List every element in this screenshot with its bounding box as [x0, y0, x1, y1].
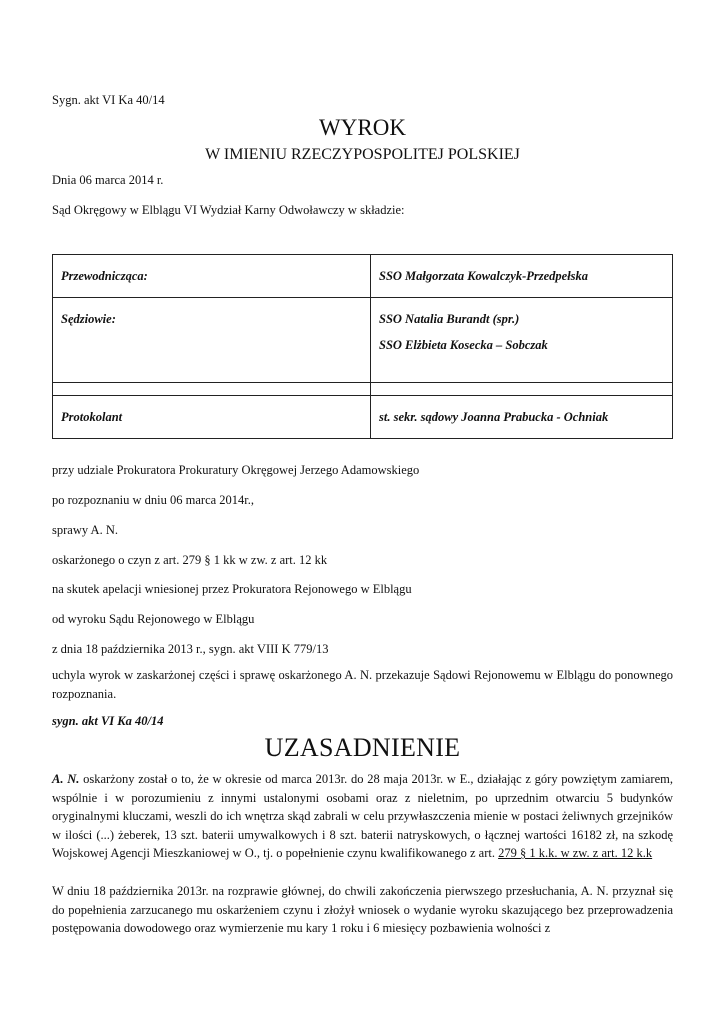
- justification-title: UZASADNIENIE: [264, 733, 461, 762]
- table-row: [53, 255, 673, 298]
- appeal-line: na skutek apelacji wniesionej przez Prokuratora Rejonowego w Elblągu: [52, 582, 412, 596]
- judges-cell: [371, 298, 673, 383]
- chair-label: Przewodnicząca:: [53, 255, 371, 298]
- ruling-decision: uchyla wyrok w zaskarżonej części i sprawę oskarżonego A. N. przekazuje Sądowi Rejonowemu w Elblągu do ponownego rozpoznania.: [52, 668, 673, 701]
- case-of-line: sprawy A. N.: [52, 523, 118, 537]
- document-subtitle: W IMIENIU RZECZYPOSPOLITEJ POLSKIEJ: [205, 146, 520, 163]
- lower-court-line: od wyroku Sądu Rejonowego w Elblągu: [52, 612, 255, 626]
- legal-citation-link[interactable]: 279 § 1 k.k. w zw. z art. 12 k.k: [498, 846, 653, 860]
- prosecutor-line: przy udziale Prokuratora Prokuratury Okręgowej Jerzego Adamowskiego: [52, 463, 420, 477]
- chair-name: SSO Małgorzata Kowalczyk-Przedpełska: [371, 255, 673, 298]
- justification-paragraph-2: W dniu 18 października 2013r. na rozprawie głównej, do chwili zakończenia pierwszego przesłuchania, A. N. przyznał się do popełnienia zarzucanego mu oskarżeniem czynu i złożył wniosek o wydanie wyroku skazującego bez przeprowadzenia postępowania dowodowego oraz wymierzenie mu kary 1 roku i 6 miesięcy pozbawienia wolności z: [52, 884, 673, 935]
- justification-paragraph-1: [52, 770, 673, 863]
- empty-cell: [53, 383, 371, 396]
- table-row: [53, 396, 673, 439]
- document-title: WYROK: [319, 115, 406, 140]
- clerk-label: Protokolant: [53, 396, 371, 439]
- lower-judgment-line: z dnia 18 października 2013 r., sygn. akt VIII K 779/13: [52, 642, 329, 656]
- judgment-date: Dnia 06 marca 2014 r.: [52, 173, 164, 187]
- empty-cell: [371, 383, 673, 396]
- court-composition-intro: Sąd Okręgowy w Elblągu VI Wydział Karny Odwoławczy w składzie:: [52, 203, 405, 217]
- justification-case-number: sygn. akt VI Ka 40/14: [52, 714, 164, 728]
- judge-name: SSO Elżbieta Kosecka – Sobczak: [379, 338, 548, 352]
- table-row-spacer: [53, 383, 673, 396]
- clerk-name: st. sekr. sądowy Joanna Prabucka - Ochniak: [371, 396, 673, 439]
- case-number: Sygn. akt VI Ka 40/14: [52, 93, 165, 107]
- table-row: [53, 298, 673, 383]
- paragraph-text: oskarżony został o to, że w okresie od marca 2013r. do 28 maja 2013r. w E., działając z góry powziętym zamiarem, wspólnie i w porozumieniu z innymi ustalonymi osobami oraz z nieletnim, po uprzednim otwarciu 5 budynków oryginalnymi kluczami, weszli do ich wnętrza skąd zabrali w celu przywłaszczenia mienie w postaci żeliwnych grzejników w ilości (...) żeberek, 13 szt. baterii umywalkowych i 8 szt. baterii natryskowych, o łącznej wartości 16182 zł, na szkodę Wojskowej Agencji Mieszkaniowej w O., tj. o popełnienie czynu kwalifikowanego z art.: [52, 772, 673, 860]
- court-composition-table: [52, 254, 673, 439]
- judge-name: SSO Natalia Burandt (spr.): [379, 312, 520, 326]
- defendant-name: A. N.: [52, 772, 80, 786]
- judges-label: Sędziowie:: [53, 298, 371, 383]
- charge-line: oskarżonego o czyn z art. 279 § 1 kk w zw. z art. 12 kk: [52, 553, 328, 567]
- hearing-date-line: po rozpoznaniu w dniu 06 marca 2014r.,: [52, 493, 255, 507]
